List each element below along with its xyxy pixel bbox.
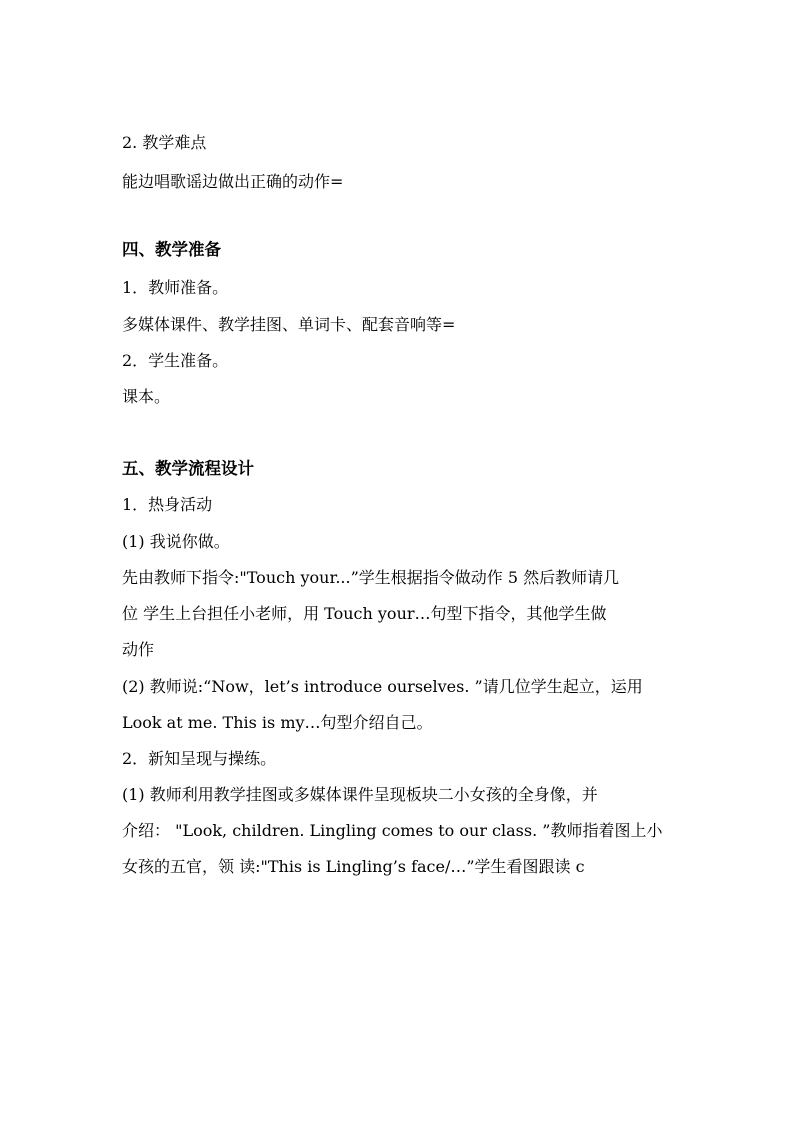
section-5-item-1-sub-1: (1) 我说你做。 bbox=[122, 532, 230, 551]
section-4-heading: 四、教学准备 bbox=[122, 240, 221, 259]
section-4-item-1: 1．教师准备。 bbox=[122, 278, 229, 297]
section-2-body: 能边唱歌谣边做出正确的动作= bbox=[122, 172, 344, 191]
section-5-paragraph-1-line-2: 位 学生上台担任小老师，用 Touch your…句型下指令，其他学生做 bbox=[122, 604, 607, 623]
section-5-paragraph-1-line-1: 先由教师下指令:"Touch your...”学生根据指令做动作 5 然后教师请几 bbox=[122, 568, 620, 587]
section-4-item-2: 2．学生准备。 bbox=[122, 351, 229, 370]
section-5-item-1: 1．热身活动 bbox=[122, 495, 213, 514]
section-5-paragraph-3-line-1: (1) 教师利用教学挂图或多媒体课件呈现板块二小女孩的全身像，并 bbox=[122, 785, 598, 804]
section-5-paragraph-2-line-2: Look at me. This is my…句型介绍自己。 bbox=[122, 713, 433, 732]
section-5-heading: 五、教学流程设计 bbox=[122, 459, 254, 478]
section-4-item-2-body: 课本。 bbox=[122, 387, 171, 406]
section-2-title: 2. 教学难点 bbox=[122, 133, 207, 152]
section-5-item-2: 2．新知呈现与操练。 bbox=[122, 749, 277, 768]
section-5-paragraph-2-line-1: (2) 教师说:“Now，let’s introduce ourselves. ”请几位学生起立，运用 bbox=[122, 677, 643, 696]
section-5-paragraph-3-line-3: 女孩的五官，领 读:"This is Lingling’s face/…”学生看图跟读 c bbox=[122, 857, 585, 876]
section-4-item-1-body: 多媒体课件、教学挂图、单词卡、配套音响等= bbox=[122, 315, 456, 334]
section-5-paragraph-3-line-2: 介绍： "Look, children. Lingling comes to our class. ”教师指着图上小 bbox=[122, 821, 663, 840]
section-5-paragraph-1-line-3: 动作 bbox=[122, 640, 155, 659]
